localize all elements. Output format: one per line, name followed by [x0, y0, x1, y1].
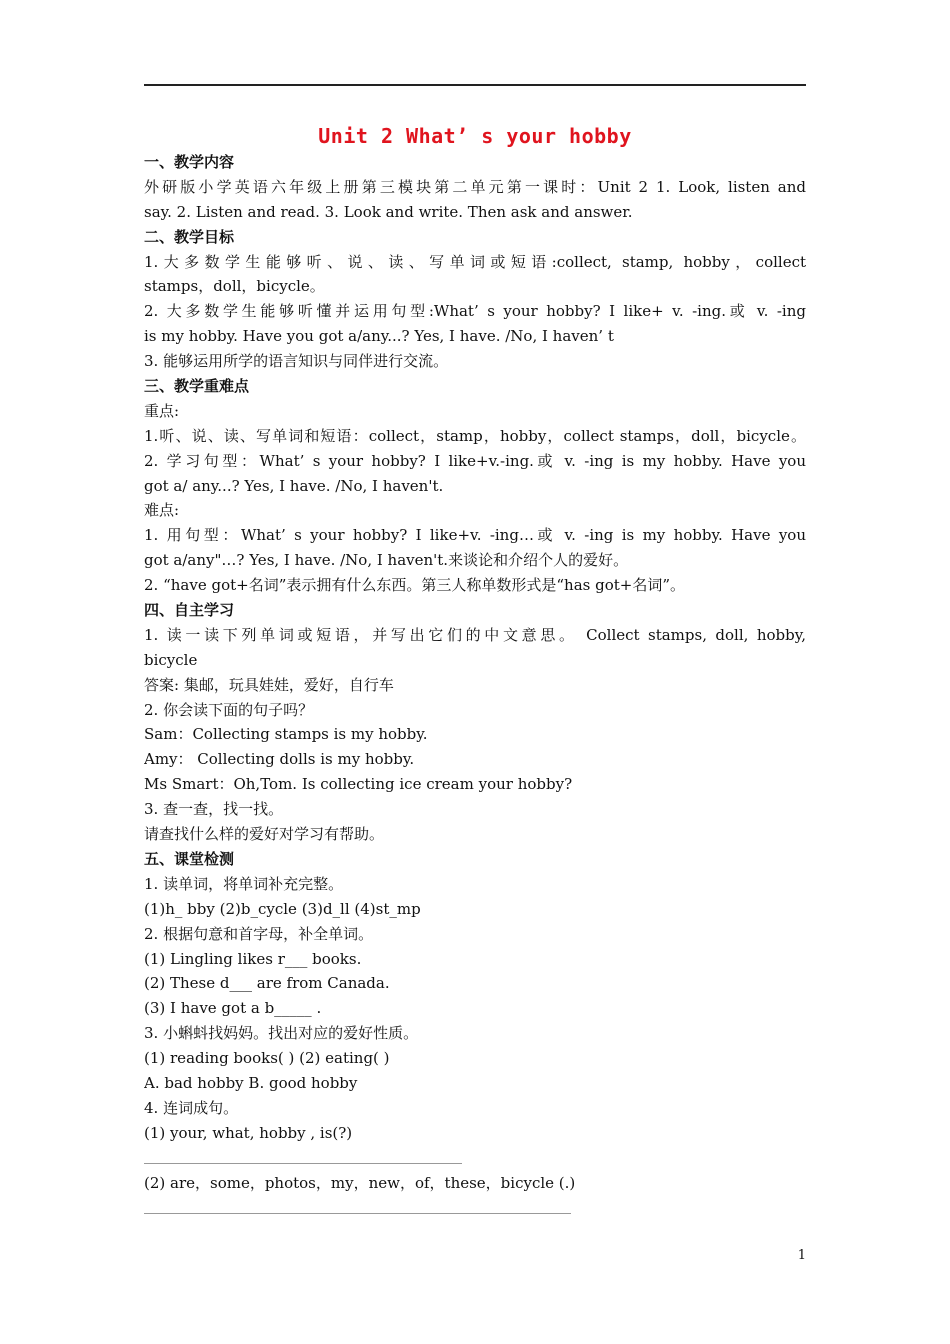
text-line: 2. 你会读下面的句子吗？: [144, 700, 314, 719]
text-line: 1. 读单词，将单词补充完整。: [144, 874, 344, 893]
text-line: 1. 读一读下列单词或短语，并写出它们的中文意思。 Collect stamps, doll, hobby,: [144, 625, 806, 644]
text-line: A. bad hobby B. good hobby: [144, 1073, 358, 1092]
text-line: 1.大多数学生能够听、说、读、写单词或短语:collect, stamp, hobby，collect: [144, 252, 806, 271]
section-heading: 一、教学内容: [144, 153, 235, 171]
text-line: 1. 用句型：What’ s your hobby? I like+v. -ing…或 v. -ing is my hobby. Have you: [144, 526, 806, 545]
text-line: (3) I have got a b_____ .: [144, 999, 322, 1018]
text-line: 1.听、说、读、写单词和短语：collect，stamp，hobby，collect stamps，doll，bicycle。: [144, 426, 806, 445]
text-line: 3. 能够运用所学的语言知识与同伴进行交流。: [144, 352, 449, 371]
text-line: (1) reading books( ) (2) eating( ): [144, 1049, 390, 1068]
text-line: (2) These d___ are from Canada.: [144, 974, 390, 993]
text-line: 3. 小蝌蚪找妈妈。找出对应的爱好性质。: [144, 1024, 419, 1043]
text-line: stamps，doll，bicycle。: [144, 277, 325, 296]
text-line: (2) are，some，photos，my，new，of，these，bicycle (.): [144, 1173, 576, 1192]
text-line: (1) your, what, hobby , is(?): [144, 1123, 353, 1142]
text-line: bicycle: [144, 650, 198, 669]
text-line: 2. 大多数学生能够听懂并运用句型:What’ s your hobby? I like+ v. -ing.或 v. -ing: [144, 302, 806, 321]
text-line: 外研版小学英语六年级上册第三模块第二单元第一课时：Unit 2 1. Look, listen and: [144, 177, 806, 196]
answer-line-2: [144, 1213, 571, 1214]
page-title: Unit 2 What’ s your hobby: [318, 124, 632, 148]
text-line: Amy： Collecting dolls is my hobby.: [144, 750, 415, 769]
text-line: got a/any"…? Yes, I have. /No, I haven't.来谈论和介绍个人的爱好。: [144, 551, 629, 570]
text-line: 答案: 集邮，玩具娃娃，爱好，自行车: [144, 675, 394, 694]
text-line: 3. 查一查，找一找。: [144, 800, 284, 819]
section-heading: 四、自主学习: [144, 601, 235, 620]
text-line: Sam：Collecting stamps is my hobby.: [144, 725, 428, 744]
header-rule: [144, 84, 806, 86]
answer-line-1: [144, 1163, 462, 1164]
text-line: say. 2. Listen and read. 3. Look and write. Then ask and answer.: [144, 202, 633, 221]
text-line: Ms Smart：Oh,Tom. Is collecting ice cream your hobby?: [144, 775, 573, 794]
section-heading: 二、教学目标: [144, 227, 235, 246]
text-line: got a/ any...? Yes, I have. /No, I haven't.: [144, 476, 444, 495]
text-line: 难点:: [144, 501, 180, 520]
text-line: 请查找什么样的爱好对学习有帮助。: [144, 825, 385, 844]
text-line: (1) Lingling likes r___ books.: [144, 949, 362, 968]
text-line: 2. 学习句型：What’ s your hobby? I like+v.-ing.或 v. -ing is my hobby. Have you: [144, 451, 806, 470]
section-heading: 三、教学重难点: [144, 377, 250, 396]
text-line: (1)h_ bby (2)b_cycle (3)d_ll (4)st_mp: [144, 899, 421, 918]
page-number: 1: [797, 1248, 806, 1263]
text-line: is my hobby. Have you got a/any...? Yes, I have. /No, I haven’ t: [144, 327, 614, 346]
text-line: 2. 根据句意和首字母，补全单词。: [144, 924, 374, 943]
section-heading: 五、课堂检测: [144, 849, 235, 868]
text-line: 4. 连词成句。: [144, 1098, 239, 1117]
document-body: [144, 150, 806, 1195]
text-line: 2. “have got+名词”表示拥有什么东西。第三人称单数形式是“has got+名词”。: [144, 576, 686, 595]
text-line: 重点:: [144, 401, 180, 420]
text-line: [144, 1146, 806, 1171]
